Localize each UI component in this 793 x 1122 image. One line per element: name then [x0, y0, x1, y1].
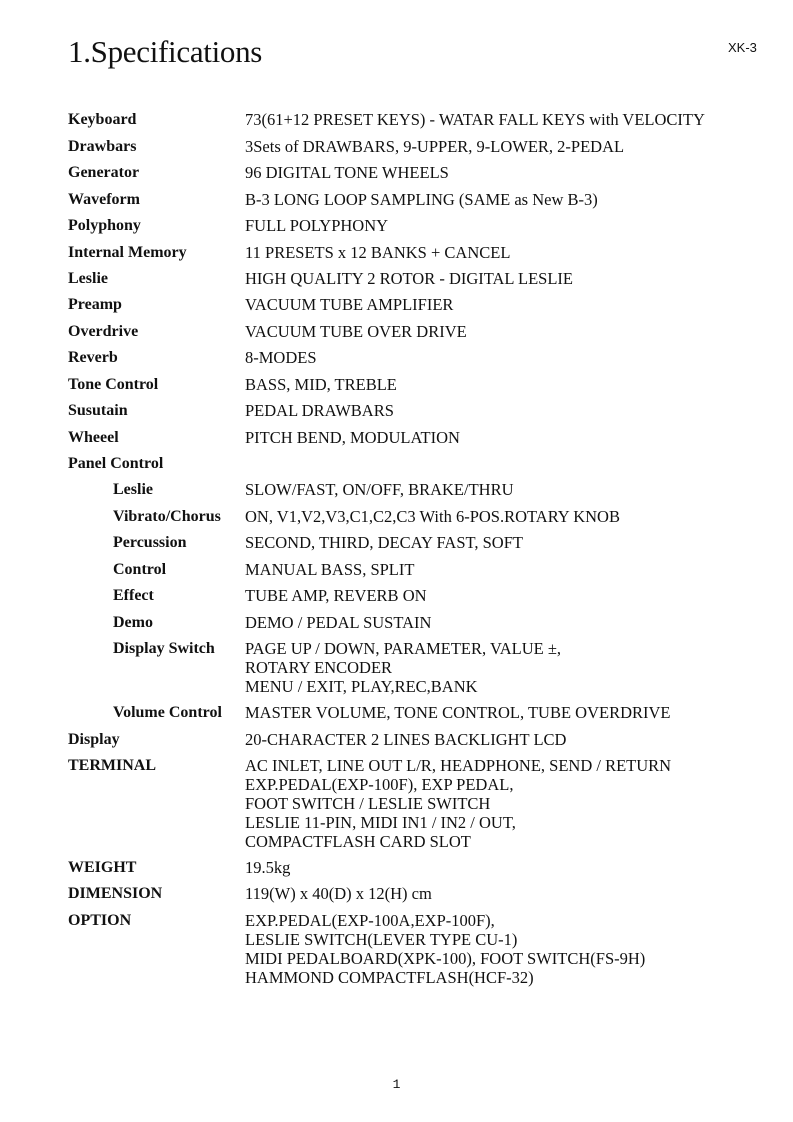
spec-value: TUBE AMP, REVERB ON [245, 586, 427, 605]
spec-label: Wheeel [68, 429, 119, 446]
spec-value: 96 DIGITAL TONE WHEELS [245, 163, 449, 182]
spec-label: Volume Control [113, 704, 222, 721]
spec-label: Display Switch [113, 640, 215, 657]
page-title: 1.Specifications [68, 34, 263, 69]
spec-value: VACUUM TUBE AMPLIFIER [245, 295, 454, 314]
spec-value: AC INLET, LINE OUT L/R, HEADPHONE, SEND / RETURN EXP.PEDAL(EXP-100F), EXP PEDAL, FOOT SWITCH / LESLIE SWITCH LESLIE 11-PIN, MIDI IN1 / IN2 / OUT, COMPACTFLASH CARD SLOT [245, 756, 672, 851]
spec-value: 8-MODES [245, 348, 317, 367]
spec-label: TERMINAL [68, 757, 157, 774]
spec-value: 73(61+12 PRESET KEYS) - WATAR FALL KEYS with VELOCITY [245, 110, 705, 129]
spec-value: 119(W) x 40(D) x 12(H) cm [245, 884, 432, 903]
spec-label: Percussion [113, 534, 187, 551]
spec-label: Display [68, 731, 120, 748]
spec-value: BASS, MID, TREBLE [245, 375, 397, 394]
spec-value: VACUUM TUBE OVER DRIVE [245, 322, 467, 341]
spec-value: PITCH BEND, MODULATION [245, 428, 460, 447]
spec-value: PAGE UP / DOWN, PARAMETER, VALUE ±, ROTARY ENCODER MENU / EXIT, PLAY,REC,BANK [245, 639, 562, 696]
spec-label: Keyboard [68, 111, 137, 128]
page-number: 1 [392, 1077, 401, 1092]
spec-value: PEDAL DRAWBARS [245, 401, 394, 420]
spec-label: Reverb [68, 349, 118, 366]
spec-label: OPTION [68, 912, 132, 929]
spec-label: Leslie [68, 270, 108, 287]
spec-value: FULL POLYPHONY [245, 216, 389, 235]
model-name: XK-3 [728, 40, 757, 55]
spec-label: Internal Memory [68, 244, 187, 261]
spec-label: Generator [68, 164, 140, 181]
spec-value: ON, V1,V2,V3,C1,C2,C3 With 6-POS.ROTARY KNOB [245, 507, 620, 526]
spec-label: Control [113, 561, 167, 578]
spec-label: Vibrato/Chorus [113, 508, 221, 525]
spec-value: EXP.PEDAL(EXP-100A,EXP-100F), LESLIE SWITCH(LEVER TYPE CU-1) MIDI PEDALBOARD(XPK-100), FOOT SWITCH(FS-9H) HAMMOND COMPACTFLASH(HCF-32) [245, 911, 646, 987]
spec-label: Tone Control [68, 376, 159, 393]
spec-value: 3Sets of DRAWBARS, 9-UPPER, 9-LOWER, 2-PEDAL [245, 137, 625, 156]
spec-label: Waveform [68, 191, 140, 208]
spec-value: HIGH QUALITY 2 ROTOR - DIGITAL LESLIE [245, 269, 574, 288]
spec-label: Preamp [68, 296, 122, 313]
spec-value: 11 PRESETS x 12 BANKS + CANCEL [245, 243, 511, 262]
spec-value: SECOND, THIRD, DECAY FAST, SOFT [245, 533, 523, 552]
spec-value: 20-CHARACTER 2 LINES BACKLIGHT LCD [245, 730, 567, 749]
spec-label: DIMENSION [68, 885, 163, 902]
spec-label: WEIGHT [68, 859, 137, 876]
spec-label: Drawbars [68, 138, 137, 155]
spec-label: Panel Control [68, 455, 164, 472]
spec-label: Leslie [113, 481, 153, 498]
spec-value: MANUAL BASS, SPLIT [245, 560, 415, 579]
spec-value: DEMO / PEDAL SUSTAIN [245, 613, 432, 632]
spec-value: MASTER VOLUME, TONE CONTROL, TUBE OVERDRIVE [245, 703, 671, 722]
spec-label: Overdrive [68, 323, 139, 340]
spec-value: 19.5kg [245, 858, 291, 877]
spec-label: Effect [113, 587, 154, 604]
spec-value: B-3 LONG LOOP SAMPLING (SAME as New B-3) [245, 190, 598, 209]
spec-label: Susutain [68, 402, 128, 419]
spec-value: SLOW/FAST, ON/OFF, BRAKE/THRU [245, 480, 514, 499]
spec-label: Demo [113, 614, 153, 631]
spec-label: Polyphony [68, 217, 141, 234]
